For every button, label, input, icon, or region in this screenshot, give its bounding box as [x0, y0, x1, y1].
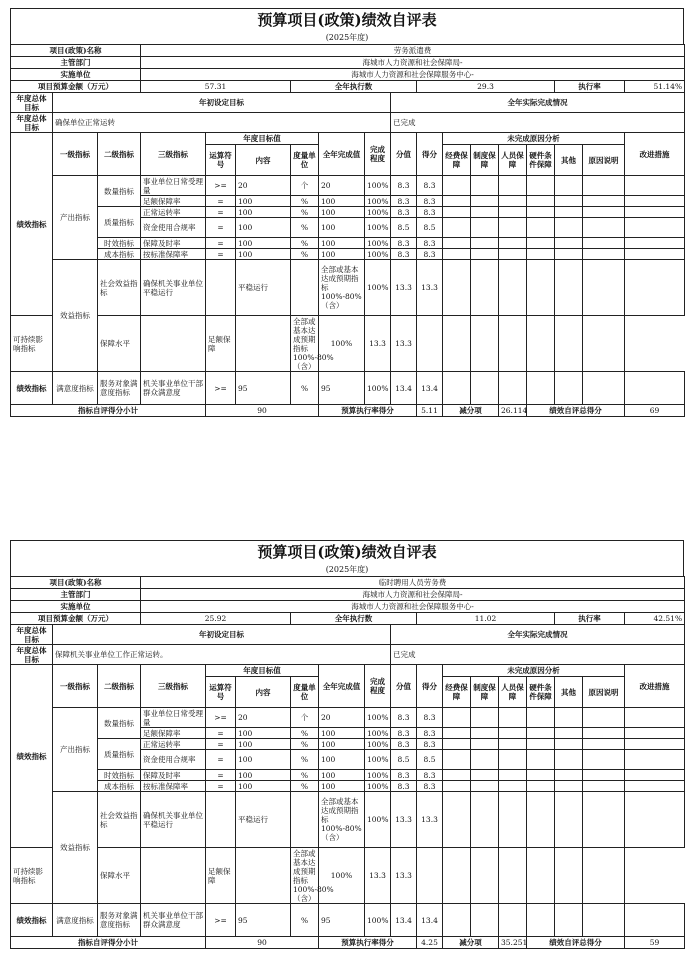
- level2-cell: 数量指标: [98, 176, 141, 207]
- rate-score-value: 5.11: [417, 405, 443, 417]
- table-row: [11, 781, 685, 792]
- label-r-explain: 原因说明: [583, 677, 625, 708]
- annual-exec-value: 29.3: [417, 81, 555, 93]
- label-r-other: 其他: [555, 145, 583, 176]
- label-level1: 一级指标: [53, 665, 98, 708]
- degree-cell: 100%: [365, 218, 391, 238]
- degree-cell: 100%: [365, 792, 391, 848]
- level2-cell: 服务对象满意度指标: [98, 904, 141, 937]
- score-cell: 8.3: [417, 770, 443, 781]
- operator-cell: =: [206, 739, 236, 750]
- level3-cell: 足额保障率: [141, 728, 206, 739]
- content-cell: 100: [236, 207, 291, 218]
- budget-value: 57.31: [141, 81, 291, 93]
- score-cell: 8.3: [417, 238, 443, 249]
- summary-row: [11, 937, 685, 949]
- operator-cell: >=: [206, 176, 236, 196]
- operator-cell: [206, 260, 236, 316]
- score-value-cell: 13.3: [391, 260, 417, 316]
- actual-text: 已完成: [391, 645, 685, 665]
- deduct-value: 26.114: [499, 405, 527, 417]
- score-value-cell: 13.3: [365, 848, 391, 904]
- label-initial-goal: 年初设定目标: [53, 625, 391, 645]
- label-exec-rate: 执行率: [555, 613, 625, 625]
- content-cell: 95: [236, 372, 291, 405]
- score-value-cell: 8.5: [391, 750, 417, 770]
- operator-cell: =: [206, 207, 236, 218]
- done-cell: 全部或基本达成预期指标100%-80%（含）: [319, 260, 365, 316]
- total-score-value: 59: [625, 937, 685, 949]
- score-cell: 13.4: [417, 904, 443, 937]
- unit-cell: 个: [291, 708, 319, 728]
- table-row: [11, 848, 685, 904]
- degree-cell: 100%: [365, 904, 391, 937]
- label-degree: 完成程度: [365, 133, 391, 176]
- label-operator: 运算符号: [206, 145, 236, 176]
- content-cell: 平稳运行: [236, 792, 291, 848]
- subtotal-value: 90: [206, 937, 319, 949]
- label-project-name: 项目(政策)名称: [11, 45, 141, 57]
- score-cell: 8.5: [417, 750, 443, 770]
- label-annual-exec: 全年执行数: [291, 613, 417, 625]
- unit-cell: %: [291, 218, 319, 238]
- label-annual-done: 全年完成值: [319, 133, 365, 176]
- label-subtotal: 指标自评得分小计: [11, 937, 206, 949]
- label-deduct: 减分项: [443, 937, 499, 949]
- degree-cell: 100%: [319, 316, 365, 372]
- done-cell: 全部或基本达成预期指标100%-80%（含）: [291, 316, 319, 372]
- label-overall-goal: 年度总体目标: [11, 625, 53, 645]
- score-cell: 8.3: [417, 739, 443, 750]
- label-department: 主管部门: [11, 57, 141, 69]
- done-cell: 100: [319, 218, 365, 238]
- level2-cell: 时效指标: [98, 770, 141, 781]
- label-rate-score: 预算执行率得分: [319, 937, 417, 949]
- level3-cell: 确保机关事业单位平稳运行: [141, 792, 206, 848]
- done-cell: 100: [319, 207, 365, 218]
- label-unfinished: 未完成原因分析: [443, 665, 625, 677]
- score-value-cell: 8.3: [391, 249, 417, 260]
- exec-rate-value: 42.51%: [625, 613, 685, 625]
- level2-cell: 时效指标: [98, 238, 141, 249]
- degree-cell: 100%: [365, 708, 391, 728]
- label-r-fund: 经费保障: [443, 145, 471, 176]
- operator-cell: =: [206, 196, 236, 207]
- done-cell: 100: [319, 750, 365, 770]
- level2-cell: 可持续影响指标: [11, 848, 53, 904]
- operator-cell: [141, 316, 206, 372]
- label-unfinished: 未完成原因分析: [443, 133, 625, 145]
- score-cell: 8.3: [417, 196, 443, 207]
- operator-cell: [206, 792, 236, 848]
- unit-cell: %: [291, 750, 319, 770]
- operator-cell: =: [206, 750, 236, 770]
- score-cell: 8.3: [417, 249, 443, 260]
- level3-cell: 确保机关事业单位平稳运行: [141, 260, 206, 316]
- label-output: 产出指标: [53, 176, 98, 260]
- evaluation-sheet-2: [10, 540, 684, 949]
- label-content: 内容: [236, 145, 291, 176]
- label-r-explain: 原因说明: [583, 145, 625, 176]
- content-cell: 95: [236, 904, 291, 937]
- score-cell: 13.3: [417, 260, 443, 316]
- evaluation-table: [10, 44, 685, 417]
- done-cell: 95: [319, 372, 365, 405]
- operator-cell: >=: [206, 904, 236, 937]
- level3-cell: 机关事业单位干部群众满意度: [141, 372, 206, 405]
- score-value-cell: 8.3: [391, 708, 417, 728]
- unit-cell: %: [291, 207, 319, 218]
- table-row: [11, 316, 685, 372]
- content-cell: 100: [236, 218, 291, 238]
- level3-cell: 资金使用合规率: [141, 750, 206, 770]
- label-budget: 项目预算金额（万元）: [11, 613, 141, 625]
- table-row: [11, 207, 685, 218]
- sheet-year: (2025年度): [10, 31, 684, 44]
- label-effect: 效益指标: [53, 260, 98, 372]
- implementer-value: 海城市人力资源和社会保障服务中心-: [141, 601, 685, 613]
- score-value-cell: 8.3: [391, 238, 417, 249]
- unit-cell: %: [291, 238, 319, 249]
- unit-cell: %: [291, 196, 319, 207]
- budget-value: 25.92: [141, 613, 291, 625]
- content-cell: 100: [236, 196, 291, 207]
- operator-cell: =: [206, 249, 236, 260]
- unit-cell: [236, 848, 291, 904]
- score-value-cell: 8.5: [391, 218, 417, 238]
- level3-cell: 机关事业单位干部群众满意度: [141, 904, 206, 937]
- done-cell: 100: [319, 739, 365, 750]
- project-name-value: 临时聘用人员劳务费: [141, 577, 685, 589]
- table-row: [11, 238, 685, 249]
- label-improve: 改进措施: [625, 133, 685, 176]
- degree-cell: 100%: [319, 848, 365, 904]
- operator-cell: =: [206, 770, 236, 781]
- operator-cell: =: [206, 218, 236, 238]
- label-perf-index: 绩效指标: [11, 904, 53, 937]
- label-actual: 全年实际完成情况: [391, 93, 685, 113]
- table-row: [11, 904, 685, 937]
- label-score: 得分: [417, 665, 443, 708]
- score-value-cell: 8.3: [391, 728, 417, 739]
- level3-cell: 事业单位日常受理量: [141, 176, 206, 196]
- content-cell: 100: [236, 739, 291, 750]
- label-unit: 度量单位: [291, 677, 319, 708]
- level2-cell: 成本指标: [98, 781, 141, 792]
- degree-cell: 100%: [365, 196, 391, 207]
- degree-cell: 100%: [365, 770, 391, 781]
- department-value: 海城市人力资源和社会保障局-: [141, 589, 685, 601]
- content-cell: 20: [236, 708, 291, 728]
- actual-text: 已完成: [391, 113, 685, 133]
- label-department: 主管部门: [11, 589, 141, 601]
- label-perf-index: 绩效指标: [11, 372, 53, 405]
- operator-cell: =: [206, 781, 236, 792]
- level2-cell: 质量指标: [98, 207, 141, 238]
- label-level2: 二级指标: [98, 133, 141, 176]
- table-row: [11, 770, 685, 781]
- label-effect: 效益指标: [53, 792, 98, 904]
- label-annual-target: 年度目标值: [206, 133, 319, 145]
- label-annual-target: 年度目标值: [206, 665, 319, 677]
- level2-cell: 服务对象满意度指标: [98, 372, 141, 405]
- level3-cell: 按标准保障率: [141, 249, 206, 260]
- label-deduct: 减分项: [443, 405, 499, 417]
- unit-cell: %: [291, 728, 319, 739]
- label-score-value: 分值: [391, 665, 417, 708]
- table-row: [11, 792, 685, 848]
- label-annual-done: 全年完成值: [319, 665, 365, 708]
- sheet-title: 预算项目(政策)绩效自评表: [10, 8, 684, 31]
- score-cell: 8.3: [417, 176, 443, 196]
- operator-cell: [141, 848, 206, 904]
- sheet-year: (2025年度): [10, 563, 684, 576]
- done-cell: 100: [319, 249, 365, 260]
- label-initial-goal: 年初设定目标: [53, 93, 391, 113]
- score-cell: 13.3: [391, 316, 417, 372]
- score-cell: 8.3: [417, 781, 443, 792]
- content-cell: 20: [236, 176, 291, 196]
- label-actual: 全年实际完成情况: [391, 625, 685, 645]
- score-value-cell: 13.4: [391, 372, 417, 405]
- goal-text: 确保单位正常运转: [53, 113, 391, 133]
- summary-row: [11, 405, 685, 417]
- table-row: [11, 739, 685, 750]
- label-improve: 改进措施: [625, 665, 685, 708]
- level2-cell: 数量指标: [98, 708, 141, 739]
- unit-cell: [236, 316, 291, 372]
- degree-cell: 100%: [365, 207, 391, 218]
- subtotal-value: 90: [206, 405, 319, 417]
- label-score: 得分: [417, 133, 443, 176]
- done-cell: 100: [319, 781, 365, 792]
- level3-cell: 保障水平: [98, 316, 141, 372]
- content-cell: 100: [236, 249, 291, 260]
- sheet-title: 预算项目(政策)绩效自评表: [10, 540, 684, 563]
- level3-cell: 保障及时率: [141, 238, 206, 249]
- table-row: [11, 176, 685, 196]
- level3-cell: 按标准保障率: [141, 781, 206, 792]
- label-rate-score: 预算执行率得分: [319, 405, 417, 417]
- degree-cell: 100%: [365, 176, 391, 196]
- operator-cell: =: [206, 728, 236, 739]
- label-level3: 三级指标: [141, 133, 206, 176]
- degree-cell: 100%: [365, 260, 391, 316]
- table-row: [11, 372, 685, 405]
- degree-cell: 100%: [365, 249, 391, 260]
- content-cell: 平稳运行: [236, 260, 291, 316]
- label-project-name: 项目(政策)名称: [11, 577, 141, 589]
- rate-score-value: 4.25: [417, 937, 443, 949]
- degree-cell: 100%: [365, 739, 391, 750]
- label-annual-exec: 全年执行数: [291, 81, 417, 93]
- content-cell: 足额保障: [206, 316, 236, 372]
- department-value: 海城市人力资源和社会保障局-: [141, 57, 685, 69]
- level3-cell: 资金使用合规率: [141, 218, 206, 238]
- content-cell: 100: [236, 770, 291, 781]
- label-overall-goal: 年度总体目标: [11, 93, 53, 113]
- implementer-value: 海城市人力资源和社会保障服务中心-: [141, 69, 685, 81]
- content-cell: 100: [236, 238, 291, 249]
- level2-cell: 社会效益指标: [98, 260, 141, 316]
- label-content: 内容: [236, 677, 291, 708]
- annual-exec-value: 11.02: [417, 613, 555, 625]
- label-r-hardware: 硬件条件保障: [527, 677, 555, 708]
- score-cell: 8.3: [417, 207, 443, 218]
- unit-cell: [291, 260, 319, 316]
- operator-cell: =: [206, 238, 236, 249]
- project-name-value: 劳务派遣费: [141, 45, 685, 57]
- level3-cell: 保障水平: [98, 848, 141, 904]
- label-r-hardware: 硬件条件保障: [527, 145, 555, 176]
- unit-cell: %: [291, 770, 319, 781]
- deduct-value: 35.251: [499, 937, 527, 949]
- unit-cell: %: [291, 249, 319, 260]
- level3-cell: 足额保障率: [141, 196, 206, 207]
- total-score-value: 69: [625, 405, 685, 417]
- done-cell: 20: [319, 708, 365, 728]
- degree-cell: 100%: [365, 238, 391, 249]
- label-satisfaction: 满意度指标: [53, 372, 98, 405]
- degree-cell: 100%: [365, 781, 391, 792]
- score-cell: 13.3: [417, 792, 443, 848]
- score-cell: 8.5: [417, 218, 443, 238]
- label-perf-index: 绩效指标: [11, 133, 53, 316]
- content-cell: 100: [236, 781, 291, 792]
- level3-cell: 保障及时率: [141, 770, 206, 781]
- table-row: [11, 260, 685, 316]
- evaluation-sheet-1: [10, 8, 684, 417]
- degree-cell: 100%: [365, 372, 391, 405]
- done-cell: 95: [319, 904, 365, 937]
- content-cell: 100: [236, 728, 291, 739]
- degree-cell: 100%: [365, 728, 391, 739]
- unit-cell: %: [291, 781, 319, 792]
- level2-cell: 可持续影响指标: [11, 316, 53, 372]
- label-r-other: 其他: [555, 677, 583, 708]
- evaluation-table: [10, 576, 685, 949]
- label-total-score: 绩效自评总得分: [527, 937, 625, 949]
- done-cell: 100: [319, 238, 365, 249]
- unit-cell: %: [291, 372, 319, 405]
- label-total-score: 绩效自评总得分: [527, 405, 625, 417]
- label-unit: 度量单位: [291, 145, 319, 176]
- level2-cell: 质量指标: [98, 739, 141, 770]
- goal-text: 保障机关事业单位工作正常运转。: [53, 645, 391, 665]
- label-level3: 三级指标: [141, 665, 206, 708]
- score-value-cell: 8.3: [391, 781, 417, 792]
- done-cell: 全部或基本达成预期指标100%-80%（含）: [319, 792, 365, 848]
- score-cell: 13.3: [391, 848, 417, 904]
- operator-cell: >=: [206, 372, 236, 405]
- unit-cell: %: [291, 904, 319, 937]
- label-exec-rate: 执行率: [555, 81, 625, 93]
- label-r-system: 制度保障: [471, 677, 499, 708]
- unit-cell: %: [291, 739, 319, 750]
- label-r-staff: 人员保障: [499, 677, 527, 708]
- content-cell: 100: [236, 750, 291, 770]
- label-output: 产出指标: [53, 708, 98, 792]
- score-value-cell: 8.3: [391, 176, 417, 196]
- unit-cell: 个: [291, 176, 319, 196]
- content-cell: 足额保障: [206, 848, 236, 904]
- score-value-cell: 8.3: [391, 739, 417, 750]
- level3-cell: 正常运转率: [141, 739, 206, 750]
- label-r-system: 制度保障: [471, 145, 499, 176]
- done-cell: 100: [319, 728, 365, 739]
- level2-cell: 成本指标: [98, 249, 141, 260]
- exec-rate-value: 51.14%: [625, 81, 685, 93]
- score-value-cell: 13.3: [391, 792, 417, 848]
- done-cell: 100: [319, 770, 365, 781]
- table-row: [11, 708, 685, 728]
- label-budget: 项目预算金额（万元）: [11, 81, 141, 93]
- label-level2: 二级指标: [98, 665, 141, 708]
- table-row: [11, 249, 685, 260]
- score-value-cell: 8.3: [391, 770, 417, 781]
- done-cell: 20: [319, 176, 365, 196]
- level3-cell: 正常运转率: [141, 207, 206, 218]
- unit-cell: [291, 792, 319, 848]
- level2-cell: 社会效益指标: [98, 792, 141, 848]
- score-value-cell: 8.3: [391, 207, 417, 218]
- score-value-cell: 13.3: [365, 316, 391, 372]
- label-implementer: 实施单位: [11, 69, 141, 81]
- operator-cell: >=: [206, 708, 236, 728]
- level3-cell: 事业单位日常受理量: [141, 708, 206, 728]
- label-r-fund: 经费保障: [443, 677, 471, 708]
- label-operator: 运算符号: [206, 677, 236, 708]
- label-overall-goal: 年度总体目标: [11, 645, 53, 665]
- label-implementer: 实施单位: [11, 601, 141, 613]
- label-overall-goal: 年度总体目标: [11, 113, 53, 133]
- label-perf-index: 绩效指标: [11, 665, 53, 848]
- score-cell: 8.3: [417, 708, 443, 728]
- label-r-staff: 人员保障: [499, 145, 527, 176]
- score-cell: 13.4: [417, 372, 443, 405]
- score-value-cell: 8.3: [391, 196, 417, 207]
- label-degree: 完成程度: [365, 665, 391, 708]
- label-subtotal: 指标自评得分小计: [11, 405, 206, 417]
- done-cell: 100: [319, 196, 365, 207]
- label-level1: 一级指标: [53, 133, 98, 176]
- label-score-value: 分值: [391, 133, 417, 176]
- degree-cell: 100%: [365, 750, 391, 770]
- label-satisfaction: 满意度指标: [53, 904, 98, 937]
- score-value-cell: 13.4: [391, 904, 417, 937]
- done-cell: 全部或基本达成预期指标100%-80%（含）: [291, 848, 319, 904]
- score-cell: 8.3: [417, 728, 443, 739]
